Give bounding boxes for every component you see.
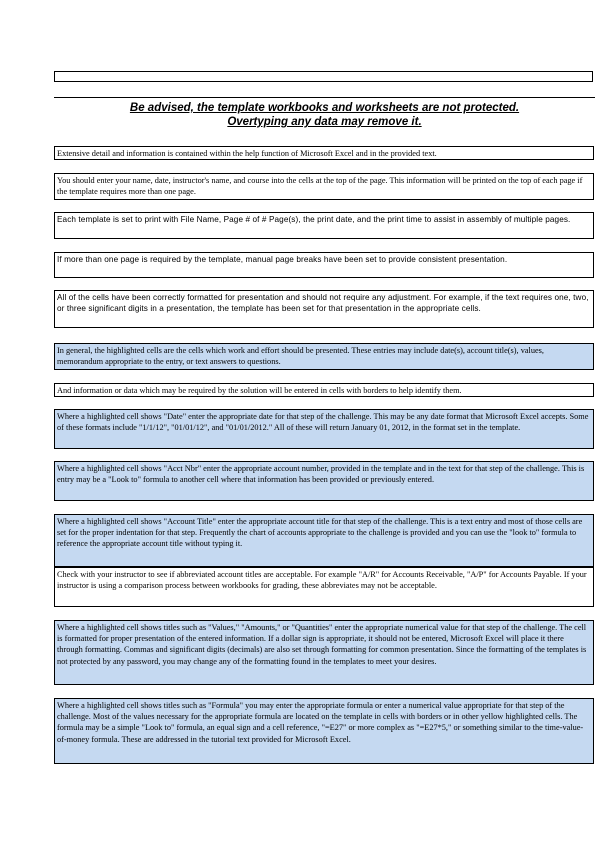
bordered-cells-paragraph: And information or data which may be required by the solution will be entered in cells with borders to help identify them. — [54, 383, 594, 397]
formula-paragraph: Where a highlighted cell shows titles such as "Formula" you may enter the appropriate formula or enter a numerical value appropriate for that step of the challenge. Most of the values necessary for the appropriate formula are located on the template in cells with borders or in other yellow highlighted cells. The formula may be a simple "Look to" formula, an equal sign and a cell reference, "=E27" or more complex as "=E27*5," or something similar to the time-value-of-money formula. These are addressed in the tutorial text provided for Microsoft Excel. — [54, 698, 594, 764]
abbreviations-paragraph: Check with your instructor to see if abbreviated account titles are acceptable. For example "A/R" for Accounts Receivable, "A/P" for Accounts Payable. If your instructor is using a comparison process between workbooks for grading, these abbreviates may not be acceptable. — [54, 567, 594, 607]
account-title-paragraph: Where a highlighted cell shows "Account Title" enter the appropriate account title for that step of the challenge. This is a text entry and most of those cells are set for the proper indentation for that step. Frequently the chart of accounts appropriate to the challenge is provided and you can use the "look to" formula to reference the appropriate account title without typing it. — [54, 514, 594, 567]
notice-line-1: Be advised, the template workbooks and worksheets are not protected. — [129, 102, 520, 114]
print-setup-paragraph: Each template is set to print with File Name, Page # of # Page(s), the print date, and the print time to assist in assembly of multiple pages. — [54, 212, 594, 239]
values-paragraph: Where a highlighted cell shows titles such as "Values," "Amounts," or "Quantities" enter the appropriate numerical value for that step of the challenge. The cell is formatted for proper presentation of the entered information. If a dollar sign is appropriate, it should not be entered, Microsoft Excel will place it there through formatting. Commas and significant digits (decimals) are also set through formatting for common presentation. Since the formatting of the templates is not protected by any password, you may change any of the formatting found in the templates to meet your desires. — [54, 620, 594, 685]
highlighted-cells-paragraph: In general, the highlighted cells are the cells which work and effort should be presented. These entries may include date(s), account title(s), values, memorandum appropriate to the entry, or text answers to questions. — [54, 343, 594, 370]
protection-notice — [54, 101, 595, 129]
notice-line-2: Overtyping any data may remove it. — [227, 116, 422, 128]
acct-nbr-paragraph: Where a highlighted cell shows "Acct Nbr" enter the appropriate account number, provided in the template and in the text for that step of the challenge. This is entry may be a "Look to" formula to another cell where that information has been provided or previously entered. — [54, 461, 594, 501]
header-input-cell[interactable] — [54, 71, 593, 82]
date-paragraph: Where a highlighted cell shows "Date" enter the appropriate date for that step of the challenge. This may be any date format that Microsoft Excel accepts. Some of these formats include "1/1/12", "01/01/12", and "01/01/2012." All of these will return January 01, 2012, in the format set in the template. — [54, 409, 594, 449]
header-divider — [54, 97, 595, 98]
page-breaks-paragraph: If more than one page is required by the template, manual page breaks have been set to provide consistent presentation. — [54, 252, 594, 278]
formatting-paragraph: All of the cells have been correctly formatted for presentation and should not require any adjustment. For example, if the text requires one, two, or three significant digits in a presentation, the template has been set for that presentation in the appropriate cells. — [54, 290, 594, 328]
name-entry-paragraph: You should enter your name, date, instructor's name, and course into the cells at the top of the page. This information will be printed on the top of each page if the template requires more than one page. — [54, 173, 594, 200]
help-paragraph: Extensive detail and information is contained within the help function of Microsoft Excel and in the provided text. — [54, 146, 594, 160]
